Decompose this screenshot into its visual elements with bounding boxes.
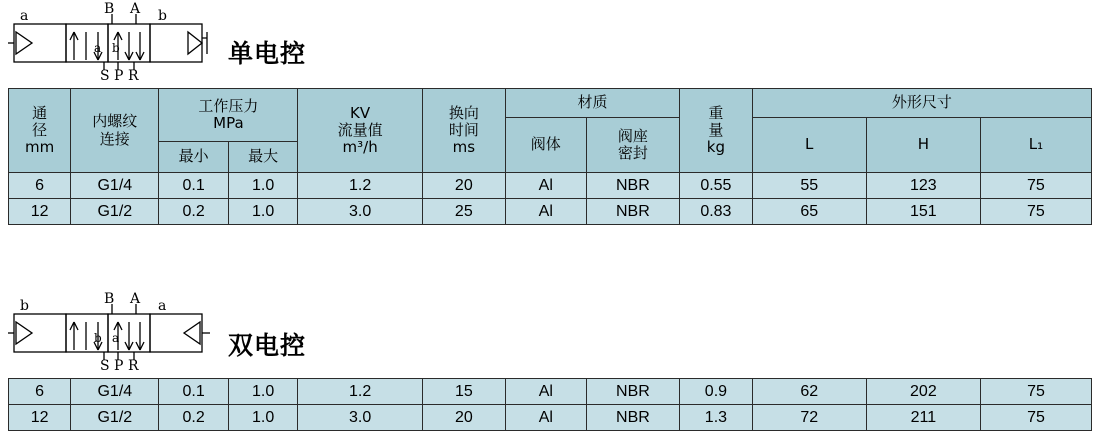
header-weight-l3: kg	[706, 138, 725, 157]
cell-pmax: 1.0	[228, 405, 298, 431]
header-weight-l2: 量	[708, 120, 724, 139]
header-seat-l2: 密封	[617, 144, 648, 162]
cell-time: 20	[422, 405, 505, 431]
cell-seat: NBR	[586, 405, 679, 431]
symbol-label-S: S	[100, 358, 110, 372]
valve-symbol-double-svg	[8, 292, 213, 372]
cell-weight: 0.9	[680, 379, 753, 405]
spec-table-single	[8, 88, 1092, 225]
cell-L1: 75	[980, 173, 1091, 199]
cell-L: 72	[752, 405, 866, 431]
cell-bore: 6	[9, 173, 71, 199]
symbol-label-b-outer: b	[158, 8, 167, 24]
cell-H: 151	[866, 199, 980, 225]
cell-kv: 1.2	[298, 173, 422, 199]
cell-seat: NBR	[586, 199, 679, 225]
header-bore-l2: 径	[32, 120, 48, 139]
cell-pmax: 1.0	[228, 199, 298, 225]
cell-weight: 0.55	[680, 173, 753, 199]
symbol-label-a-outer: a	[20, 8, 29, 24]
header-dimensions: 外形尺寸	[752, 89, 1091, 118]
cell-H: 211	[866, 405, 980, 431]
symbol-label-R: R	[128, 358, 139, 372]
header-pressure-l2: MPa	[213, 114, 244, 132]
cell-kv: 3.0	[298, 405, 422, 431]
symbol-label-b-outer: b	[20, 298, 29, 314]
cell-time: 25	[422, 199, 505, 225]
symbol-label-S: S	[100, 68, 110, 82]
cell-thread: G1/2	[71, 405, 159, 431]
valve-symbol-single	[8, 2, 213, 82]
header-thread	[71, 89, 159, 173]
cell-time: 15	[422, 379, 505, 405]
cell-bore: 12	[9, 405, 71, 431]
cell-kv: 3.0	[298, 199, 422, 225]
table-row	[9, 379, 1092, 405]
table-row	[9, 173, 1092, 199]
cell-pmax: 1.0	[228, 379, 298, 405]
cell-body: Al	[505, 405, 586, 431]
cell-pmin: 0.2	[159, 199, 228, 225]
header-kv	[298, 89, 422, 173]
cell-body: Al	[505, 379, 586, 405]
section-title-double: 双电控	[228, 331, 307, 360]
cell-bore: 12	[9, 199, 71, 225]
header-thread-l1: 内螺纹	[92, 112, 138, 131]
header-dim-H: H	[866, 118, 980, 173]
header-material-body: 阀体	[505, 118, 586, 173]
cell-pmin: 0.2	[159, 405, 229, 431]
header-dim-L: L	[752, 118, 866, 173]
symbol-label-A: A	[130, 2, 141, 17]
header-bore-l3: mm	[25, 138, 55, 157]
symbol-label-R: R	[128, 68, 139, 82]
section-title-single: 单电控	[228, 39, 307, 68]
header-weight-l1: 重	[708, 103, 724, 122]
cell-pmax: 1.0	[228, 173, 298, 199]
cell-H: 202	[866, 379, 980, 405]
header-weight	[680, 89, 753, 173]
symbol-label-a-inner: a	[112, 331, 120, 345]
header-seat-l1: 阀座	[617, 126, 648, 145]
header-kv-l2: 流量值	[337, 120, 383, 139]
cell-L1: 75	[980, 199, 1091, 225]
header-pressure	[159, 89, 298, 142]
cell-body: Al	[505, 173, 586, 199]
cell-pmin: 0.1	[159, 379, 229, 405]
cell-kv: 1.2	[298, 379, 422, 405]
cell-thread: G1/4	[71, 173, 159, 199]
header-bore	[9, 89, 71, 173]
symbol-label-P: P	[114, 358, 124, 372]
header-kv-l1: KV	[350, 103, 371, 122]
cell-bore: 6	[9, 379, 71, 405]
header-pressure-l1: 工作压力	[198, 96, 259, 115]
symbol-label-a-outer: a	[158, 298, 167, 314]
header-time-l2: 时间	[448, 120, 479, 139]
cell-pmin: 0.1	[159, 173, 228, 199]
valve-symbol-single-svg	[8, 2, 213, 82]
header-pressure-min: 最小	[159, 142, 228, 173]
header-dim-L1: L₁	[980, 118, 1091, 173]
header-switch-time	[422, 89, 505, 173]
symbol-label-a-inner: a	[94, 41, 102, 55]
spec-table-double	[8, 378, 1092, 431]
cell-seat: NBR	[586, 379, 679, 405]
header-material-seat	[586, 118, 679, 173]
header-bore-l1: 通	[32, 103, 48, 122]
table-row	[9, 199, 1092, 225]
cell-L: 55	[752, 173, 866, 199]
symbol-label-b-inner: b	[112, 41, 120, 55]
cell-weight: 0.83	[680, 199, 753, 225]
header-time-l1: 换向	[448, 103, 479, 122]
symbol-label-A: A	[130, 292, 141, 307]
header-kv-l3: m³/h	[342, 138, 378, 157]
header-time-l3: ms	[452, 138, 476, 157]
cell-L1: 75	[980, 379, 1091, 405]
cell-body: Al	[505, 199, 586, 225]
header-thread-l2: 连接	[99, 129, 130, 148]
symbol-label-P: P	[114, 68, 124, 82]
symbol-label-B: B	[104, 2, 115, 17]
table-row	[9, 405, 1092, 431]
header-pressure-max: 最大	[228, 142, 298, 173]
cell-L: 65	[752, 199, 866, 225]
cell-L1: 75	[980, 405, 1091, 431]
cell-seat: NBR	[586, 173, 679, 199]
cell-thread: G1/4	[71, 379, 159, 405]
valve-symbol-double	[8, 292, 213, 372]
cell-time: 20	[422, 173, 505, 199]
cell-H: 123	[866, 173, 980, 199]
header-material: 材质	[505, 89, 679, 118]
cell-thread: G1/2	[71, 199, 159, 225]
cell-weight: 1.3	[680, 405, 753, 431]
symbol-label-B: B	[104, 292, 115, 307]
symbol-label-b-inner: b	[94, 331, 102, 345]
cell-L: 62	[752, 379, 866, 405]
